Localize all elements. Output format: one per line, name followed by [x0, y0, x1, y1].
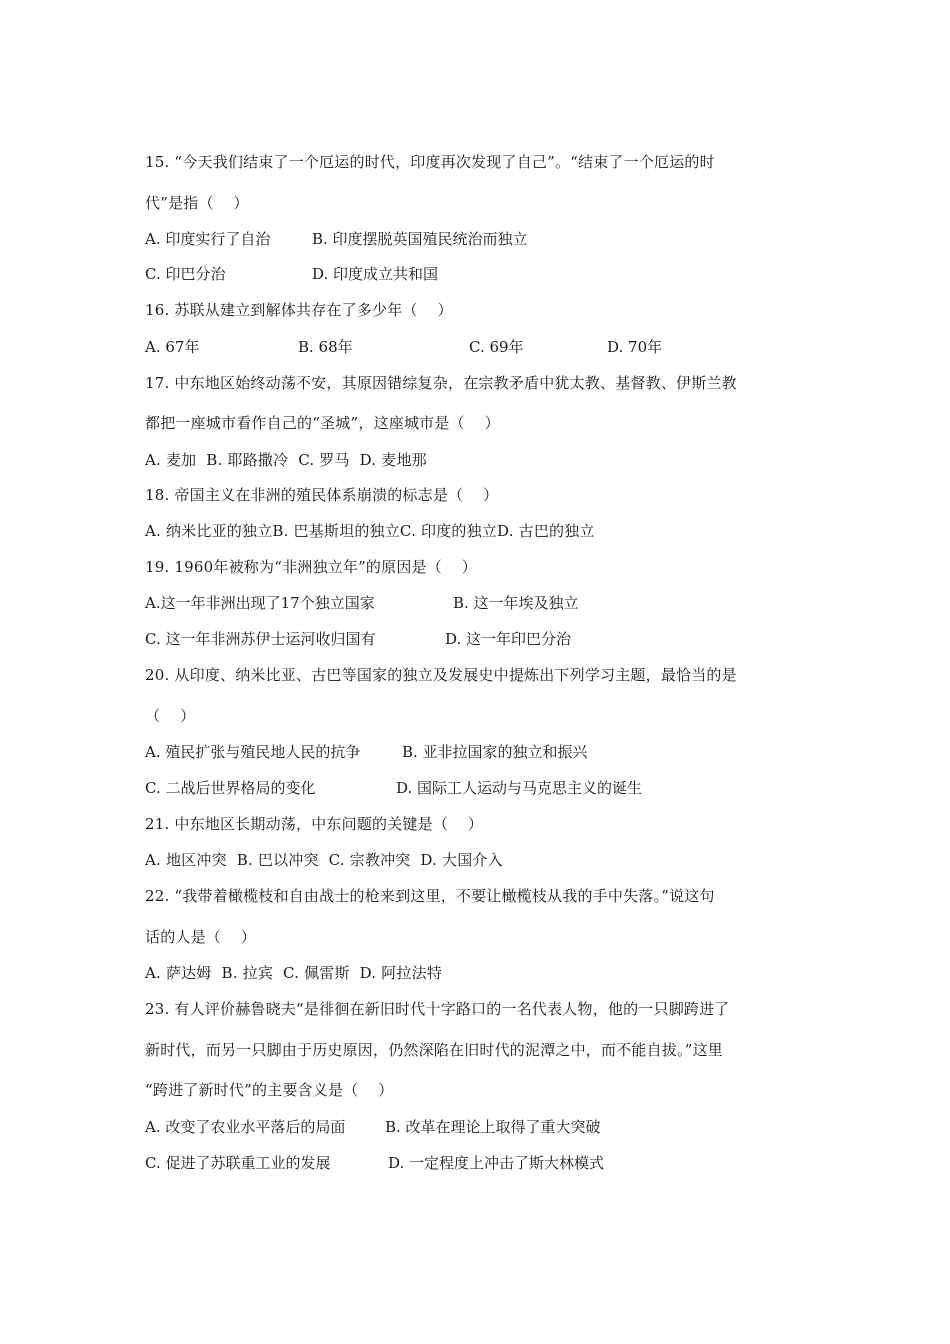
question-15-option-a: A. 印度实行了自治 — [145, 230, 271, 248]
question-16-option-d: D. 70年 — [607, 338, 663, 356]
question-15-stem: 15. “今天我们结束了一个厄运的时代，印度再次发现了自己”。“结束了一个厄运的时 — [145, 153, 715, 171]
question-15-stem-cont: 代”是指（ ） — [145, 194, 249, 212]
question-19-option-c: C. 这一年非洲苏伊士运河收归国有 — [145, 630, 376, 648]
question-23-stem-cont-2: “跨进了新时代”的主要含义是（ ） — [145, 1081, 394, 1099]
question-20-option-d: D. 国际工人运动与马克思主义的诞生 — [396, 779, 643, 797]
question-22-options: A. 萨达姆 B. 拉宾 C. 佩雷斯 D. 阿拉法特 — [145, 964, 443, 982]
question-16-option-c: C. 69年 — [469, 338, 524, 356]
question-15-option-c: C. 印巴分治 — [145, 265, 226, 283]
question-23-option-c: C. 促进了苏联重工业的发展 — [145, 1154, 331, 1172]
question-19-option-b: B. 这一年埃及独立 — [453, 594, 579, 612]
question-21-stem: 21. 中东地区长期动荡，中东问题的关键是（ ） — [145, 815, 484, 833]
question-16-option-b: B. 68年 — [298, 338, 353, 356]
question-21-options: A. 地区冲突 B. 巴以冲突 C. 宗教冲突 D. 大国介入 — [145, 851, 503, 869]
question-23-option-b: B. 改革在理论上取得了重大突破 — [385, 1118, 601, 1136]
question-18-stem: 18. 帝国主义在非洲的殖民体系崩溃的标志是（ ） — [145, 486, 499, 504]
question-16-option-a: A. 67年 — [145, 338, 200, 356]
question-17-stem-cont: 都把一座城市看作自己的“圣城”，这座城市是（ ） — [145, 414, 500, 432]
question-20-option-a: A. 殖民扩张与殖民地人民的抗争 — [145, 743, 361, 761]
question-20-stem-cont: （ ） — [145, 707, 196, 725]
question-17-options: A. 麦加 B. 耶路撒冷 C. 罗马 D. 麦地那 — [145, 451, 427, 469]
question-20-stem: 20. 从印度、纳米比亚、古巴等国家的独立及发展史中提炼出下列学习主题，最恰当的是 — [145, 666, 737, 684]
question-22-stem: 22. “我带着橄榄枝和自由战士的枪来到这里，不要让橄榄枝从我的手中失落。”说这句 — [145, 887, 715, 905]
question-18-options: A. 纳米比亚的独立B. 巴基斯坦的独立C. 印度的独立D. 古巴的独立 — [145, 522, 595, 540]
question-15-option-b: B. 印度摆脱英国殖民统治而独立 — [312, 230, 528, 248]
question-17-stem: 17. 中东地区始终动荡不安，其原因错综复杂，在宗教矛盾中犹太教、基督教、伊斯兰教 — [145, 374, 737, 392]
question-19-stem: 19. 1960年被称为“非洲独立年”的原因是（ ） — [145, 558, 478, 576]
question-23-option-a: A. 改变了农业水平落后的局面 — [145, 1118, 346, 1136]
question-19-option-d: D. 这一年印巴分治 — [445, 630, 572, 648]
question-15-option-d: D. 印度成立共和国 — [312, 265, 439, 283]
question-19-option-a: A.这一年非洲出现了17个独立国家 — [145, 594, 375, 612]
question-22-stem-cont: 话的人是（ ） — [145, 928, 257, 946]
question-23-option-d: D. 一定程度上冲击了斯大林模式 — [388, 1154, 605, 1172]
question-23-stem-cont-1: 新时代，而另一只脚由于历史原因，仍然深陷在旧时代的泥潭之中，而不能自拔。”这里 — [145, 1041, 723, 1059]
question-23-stem: 23. 有人评价赫鲁晓夫“是徘徊在新旧时代十字路口的一名代表人物，他的一只脚跨进了 — [145, 1000, 730, 1018]
question-20-option-c: C. 二战后世界格局的变化 — [145, 779, 316, 797]
question-16-stem: 16. 苏联从建立到解体共存在了多少年（ ） — [145, 301, 453, 319]
question-20-option-b: B. 亚非拉国家的独立和振兴 — [402, 743, 588, 761]
